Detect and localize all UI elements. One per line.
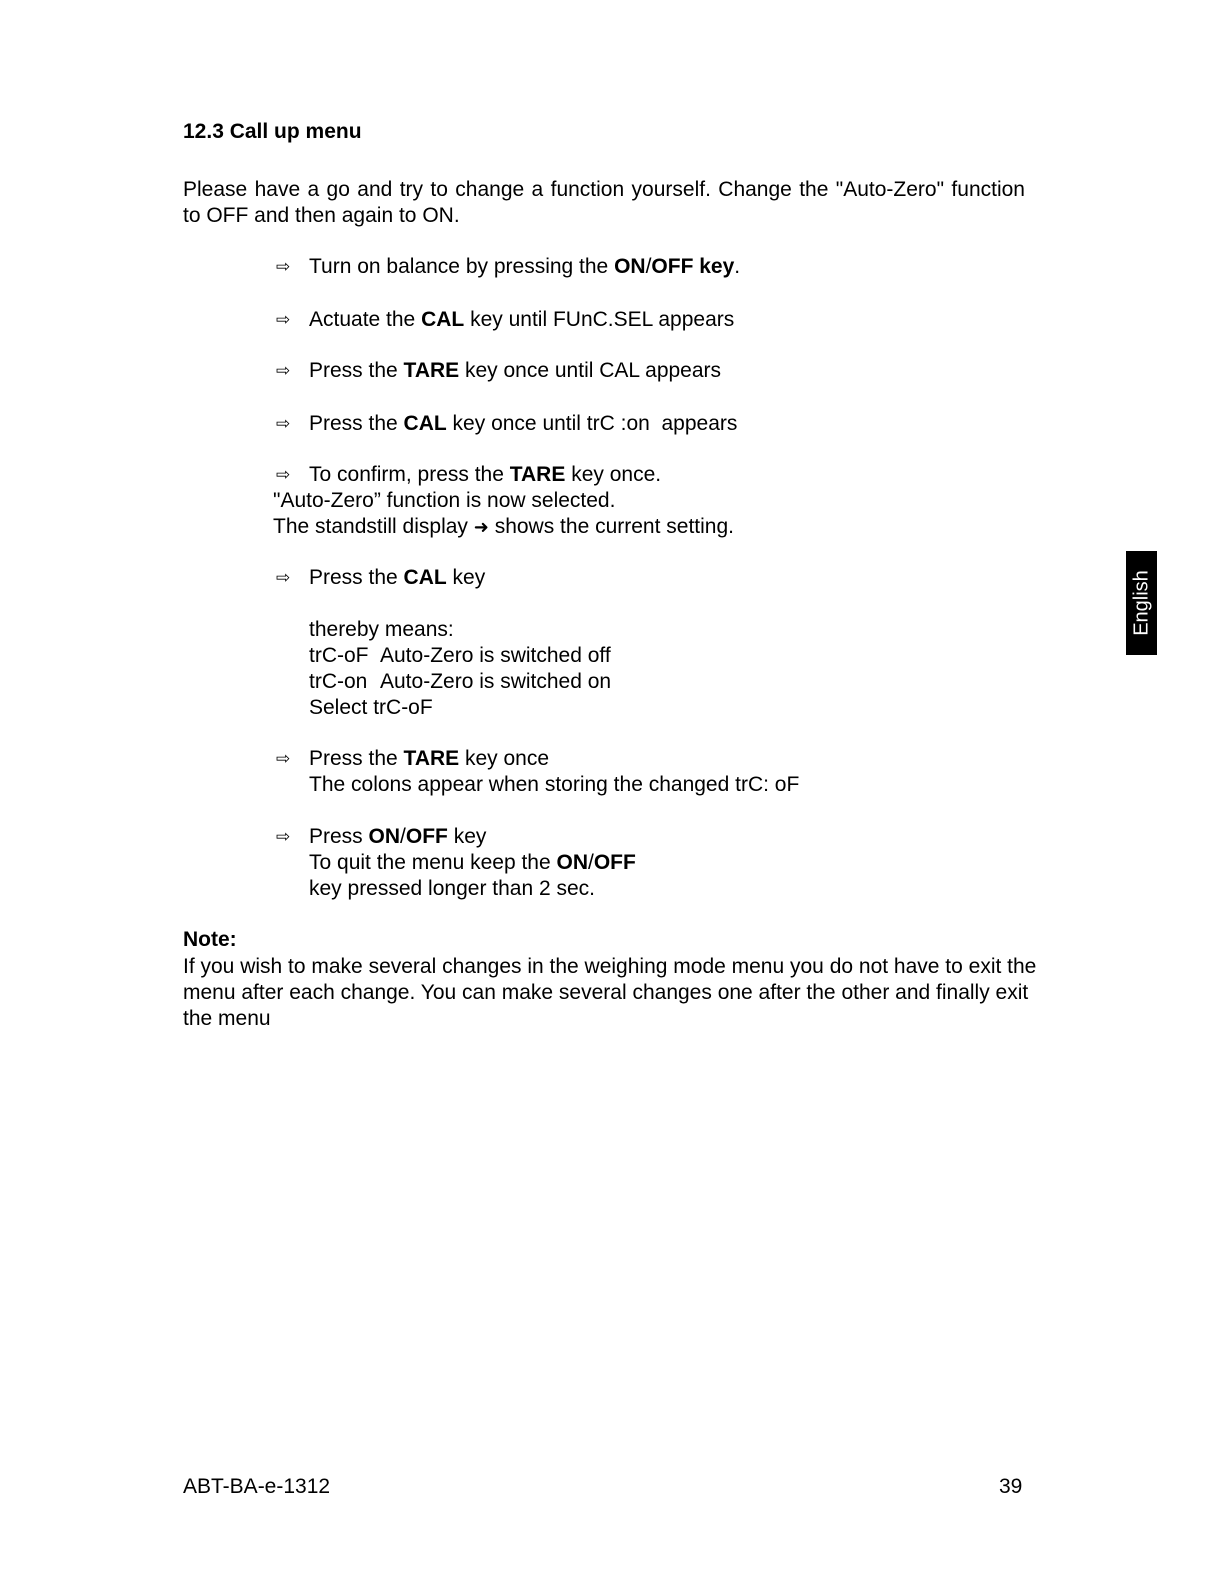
language-side-tab-label: English bbox=[1130, 570, 1152, 636]
arrow-right-icon: ⇨ bbox=[276, 361, 291, 380]
note-title: Note: bbox=[183, 928, 237, 951]
footer-doc-id: ABT-BA-e-1312 bbox=[183, 1475, 331, 1498]
section-heading: 12.3 Call up menu bbox=[183, 120, 362, 143]
step-text: To confirm, press the TARE key once. bbox=[309, 463, 662, 486]
intro-paragraph: Please have a go and try to change a function yourself. Change the "Auto-Zero" function to OFF and then again to ON. bbox=[183, 178, 1025, 227]
arrow-right-icon: ⇨ bbox=[276, 414, 291, 433]
step-text: Press the TARE key once bbox=[309, 747, 550, 770]
language-side-tab bbox=[1126, 551, 1157, 655]
arrow-right-icon: ⇨ bbox=[276, 749, 291, 768]
step-text: Press the TARE key once until CAL appears bbox=[309, 359, 722, 382]
arrow-right-icon: ⇨ bbox=[276, 568, 291, 587]
arrow-right-icon: ⇨ bbox=[276, 257, 291, 276]
step-text: Press the CAL key once until trC :on appears bbox=[309, 412, 738, 435]
step-text: Actuate the CAL key until FUnC.SEL appears bbox=[309, 308, 735, 331]
footer-page-number: 39 bbox=[999, 1475, 1023, 1498]
step-text: Press the CAL key bbox=[309, 566, 486, 589]
note-body: If you wish to make several changes in the weighing mode menu you do not have to exit the menu after each change. You can make several changes one after the other and finally exit the menu bbox=[183, 955, 1037, 1030]
step-text: Press ON/OFF key bbox=[309, 825, 487, 848]
arrow-right-icon: ⇨ bbox=[276, 827, 291, 846]
step-text: Turn on balance by pressing the ON/OFF key. bbox=[309, 255, 741, 278]
standstill-arrow-icon: ➜ bbox=[473, 517, 489, 537]
arrow-right-icon: ⇨ bbox=[276, 310, 291, 329]
arrow-right-icon: ⇨ bbox=[276, 465, 291, 484]
